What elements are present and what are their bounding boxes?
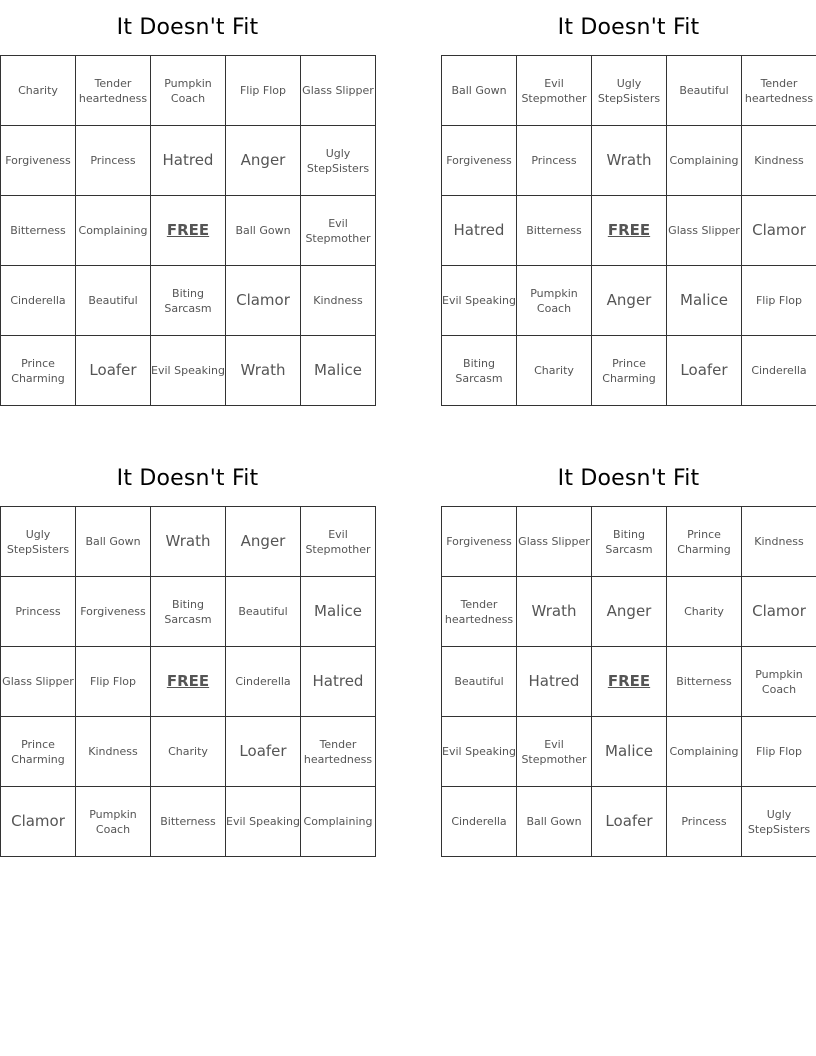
bingo-cell: Charity <box>517 336 592 406</box>
bingo-cell: Complaining <box>667 717 742 787</box>
bingo-grid <box>0 55 376 406</box>
bingo-cell: Kindness <box>76 717 151 787</box>
bingo-cell: Forgiveness <box>442 126 517 196</box>
bingo-row <box>442 717 816 787</box>
bingo-cell: Ugly StepSisters <box>592 56 667 126</box>
bingo-cell: Princess <box>1 577 76 647</box>
bingo-cell: Ugly StepSisters <box>742 787 816 857</box>
bingo-cell: Hatred <box>301 647 376 717</box>
bingo-cell: Pumpkin Coach <box>76 787 151 857</box>
bingo-cell: Wrath <box>592 126 667 196</box>
free-space: FREE <box>592 196 667 266</box>
bingo-cell: Anger <box>226 507 301 577</box>
bingo-cell: Clamor <box>742 196 816 266</box>
bingo-cell: Loafer <box>592 787 667 857</box>
bingo-cell: Malice <box>301 336 376 406</box>
bingo-cell: Wrath <box>151 507 226 577</box>
bingo-cell: Loafer <box>226 717 301 787</box>
bingo-cell: Anger <box>592 266 667 336</box>
bingo-cell: Loafer <box>667 336 742 406</box>
free-space: FREE <box>151 647 226 717</box>
bingo-row <box>1 336 376 406</box>
bingo-cell: Cinderella <box>226 647 301 717</box>
bingo-cell: Hatred <box>151 126 226 196</box>
bingo-row <box>442 507 816 577</box>
bingo-cell: Tender heartedness <box>76 56 151 126</box>
bingo-card-4 <box>441 451 816 857</box>
bingo-row <box>442 647 816 717</box>
bingo-cell: Flip Flop <box>742 266 816 336</box>
bingo-row <box>1 507 376 577</box>
bingo-cell: Charity <box>151 717 226 787</box>
bingo-row <box>442 56 816 126</box>
bingo-cell: Charity <box>1 56 76 126</box>
bingo-cell: Flip Flop <box>742 717 816 787</box>
bingo-cell: Evil Speaking <box>442 717 517 787</box>
bingo-cell: Forgiveness <box>76 577 151 647</box>
card-title: It Doesn't Fit <box>116 15 259 40</box>
bingo-row <box>1 717 376 787</box>
bingo-cell: Forgiveness <box>442 507 517 577</box>
bingo-cell: Flip Flop <box>76 647 151 717</box>
bingo-cell: Complaining <box>667 126 742 196</box>
bingo-cell: Bitterness <box>151 787 226 857</box>
free-space: FREE <box>151 196 226 266</box>
bingo-cell: Wrath <box>517 577 592 647</box>
bingo-card-1 <box>0 0 375 406</box>
bingo-cell: Glass Slipper <box>517 507 592 577</box>
bingo-cell: Princess <box>517 126 592 196</box>
bingo-cell: Ugly StepSisters <box>301 126 376 196</box>
bingo-cell: Bitterness <box>667 647 742 717</box>
bingo-cell: Kindness <box>301 266 376 336</box>
bingo-row <box>1 196 376 266</box>
bingo-cell: Clamor <box>226 266 301 336</box>
bingo-cell: Prince Charming <box>1 717 76 787</box>
bingo-card-3 <box>0 451 375 857</box>
bingo-cell: Ball Gown <box>442 56 517 126</box>
bingo-cell: Beautiful <box>226 577 301 647</box>
bingo-cell: Evil Stepmother <box>517 56 592 126</box>
bingo-cell: Evil Speaking <box>442 266 517 336</box>
bingo-cell: Evil Speaking <box>226 787 301 857</box>
bingo-row <box>1 126 376 196</box>
bingo-cell: Cinderella <box>1 266 76 336</box>
bingo-cell: Anger <box>592 577 667 647</box>
bingo-cell: Clamor <box>1 787 76 857</box>
bingo-cell: Malice <box>667 266 742 336</box>
bingo-row <box>442 196 816 266</box>
bingo-cell: Tender heartedness <box>442 577 517 647</box>
bingo-cell: Anger <box>226 126 301 196</box>
bingo-cell: Cinderella <box>742 336 816 406</box>
bingo-cell: Complaining <box>301 787 376 857</box>
bingo-cell: Complaining <box>76 196 151 266</box>
bingo-cell: Pumpkin Coach <box>151 56 226 126</box>
bingo-cell: Pumpkin Coach <box>517 266 592 336</box>
bingo-card-2 <box>441 0 816 406</box>
bingo-cell: Glass Slipper <box>301 56 376 126</box>
bingo-cell: Loafer <box>76 336 151 406</box>
bingo-cell: Princess <box>76 126 151 196</box>
bingo-cell: Biting Sarcasm <box>151 577 226 647</box>
bingo-row <box>1 577 376 647</box>
bingo-cell: Hatred <box>517 647 592 717</box>
bingo-row <box>442 577 816 647</box>
bingo-cell: Bitterness <box>1 196 76 266</box>
bingo-cell: Princess <box>667 787 742 857</box>
bingo-row <box>1 647 376 717</box>
bingo-cell: Evil Stepmother <box>301 196 376 266</box>
free-space: FREE <box>592 647 667 717</box>
bingo-cell: Ball Gown <box>76 507 151 577</box>
bingo-cell: Evil Speaking <box>151 336 226 406</box>
bingo-row <box>1 787 376 857</box>
card-title: It Doesn't Fit <box>557 15 700 40</box>
bingo-cell: Prince Charming <box>667 507 742 577</box>
bingo-cell: Prince Charming <box>1 336 76 406</box>
bingo-grid <box>441 55 816 406</box>
bingo-row <box>442 336 816 406</box>
bingo-cell: Flip Flop <box>226 56 301 126</box>
bingo-row <box>1 266 376 336</box>
bingo-cell: Glass Slipper <box>667 196 742 266</box>
bingo-cell: Ball Gown <box>517 787 592 857</box>
bingo-cell: Tender heartedness <box>742 56 816 126</box>
bingo-cell: Forgiveness <box>1 126 76 196</box>
bingo-row <box>1 56 376 126</box>
bingo-cell: Tender heartedness <box>301 717 376 787</box>
bingo-cell: Ugly StepSisters <box>1 507 76 577</box>
bingo-row <box>442 126 816 196</box>
bingo-cell: Biting Sarcasm <box>592 507 667 577</box>
bingo-cell: Beautiful <box>667 56 742 126</box>
bingo-cell: Bitterness <box>517 196 592 266</box>
bingo-cell: Clamor <box>742 577 816 647</box>
bingo-cell: Hatred <box>442 196 517 266</box>
bingo-row <box>442 266 816 336</box>
bingo-cell: Kindness <box>742 507 816 577</box>
card-title: It Doesn't Fit <box>116 466 259 491</box>
bingo-cell: Pumpkin Coach <box>742 647 816 717</box>
bingo-cell: Evil Stepmother <box>301 507 376 577</box>
card-title: It Doesn't Fit <box>557 466 700 491</box>
bingo-cell: Biting Sarcasm <box>442 336 517 406</box>
bingo-grid <box>0 506 376 857</box>
bingo-cell: Cinderella <box>442 787 517 857</box>
bingo-cell: Wrath <box>226 336 301 406</box>
bingo-cell: Prince Charming <box>592 336 667 406</box>
bingo-row <box>442 787 816 857</box>
bingo-cell: Charity <box>667 577 742 647</box>
bingo-cell: Malice <box>301 577 376 647</box>
bingo-cell: Beautiful <box>442 647 517 717</box>
bingo-cell: Glass Slipper <box>1 647 76 717</box>
bingo-cell: Ball Gown <box>226 196 301 266</box>
bingo-cell: Kindness <box>742 126 816 196</box>
bingo-cell: Evil Stepmother <box>517 717 592 787</box>
bingo-cell: Biting Sarcasm <box>151 266 226 336</box>
bingo-grid <box>441 506 816 857</box>
bingo-cell: Beautiful <box>76 266 151 336</box>
bingo-cell: Malice <box>592 717 667 787</box>
